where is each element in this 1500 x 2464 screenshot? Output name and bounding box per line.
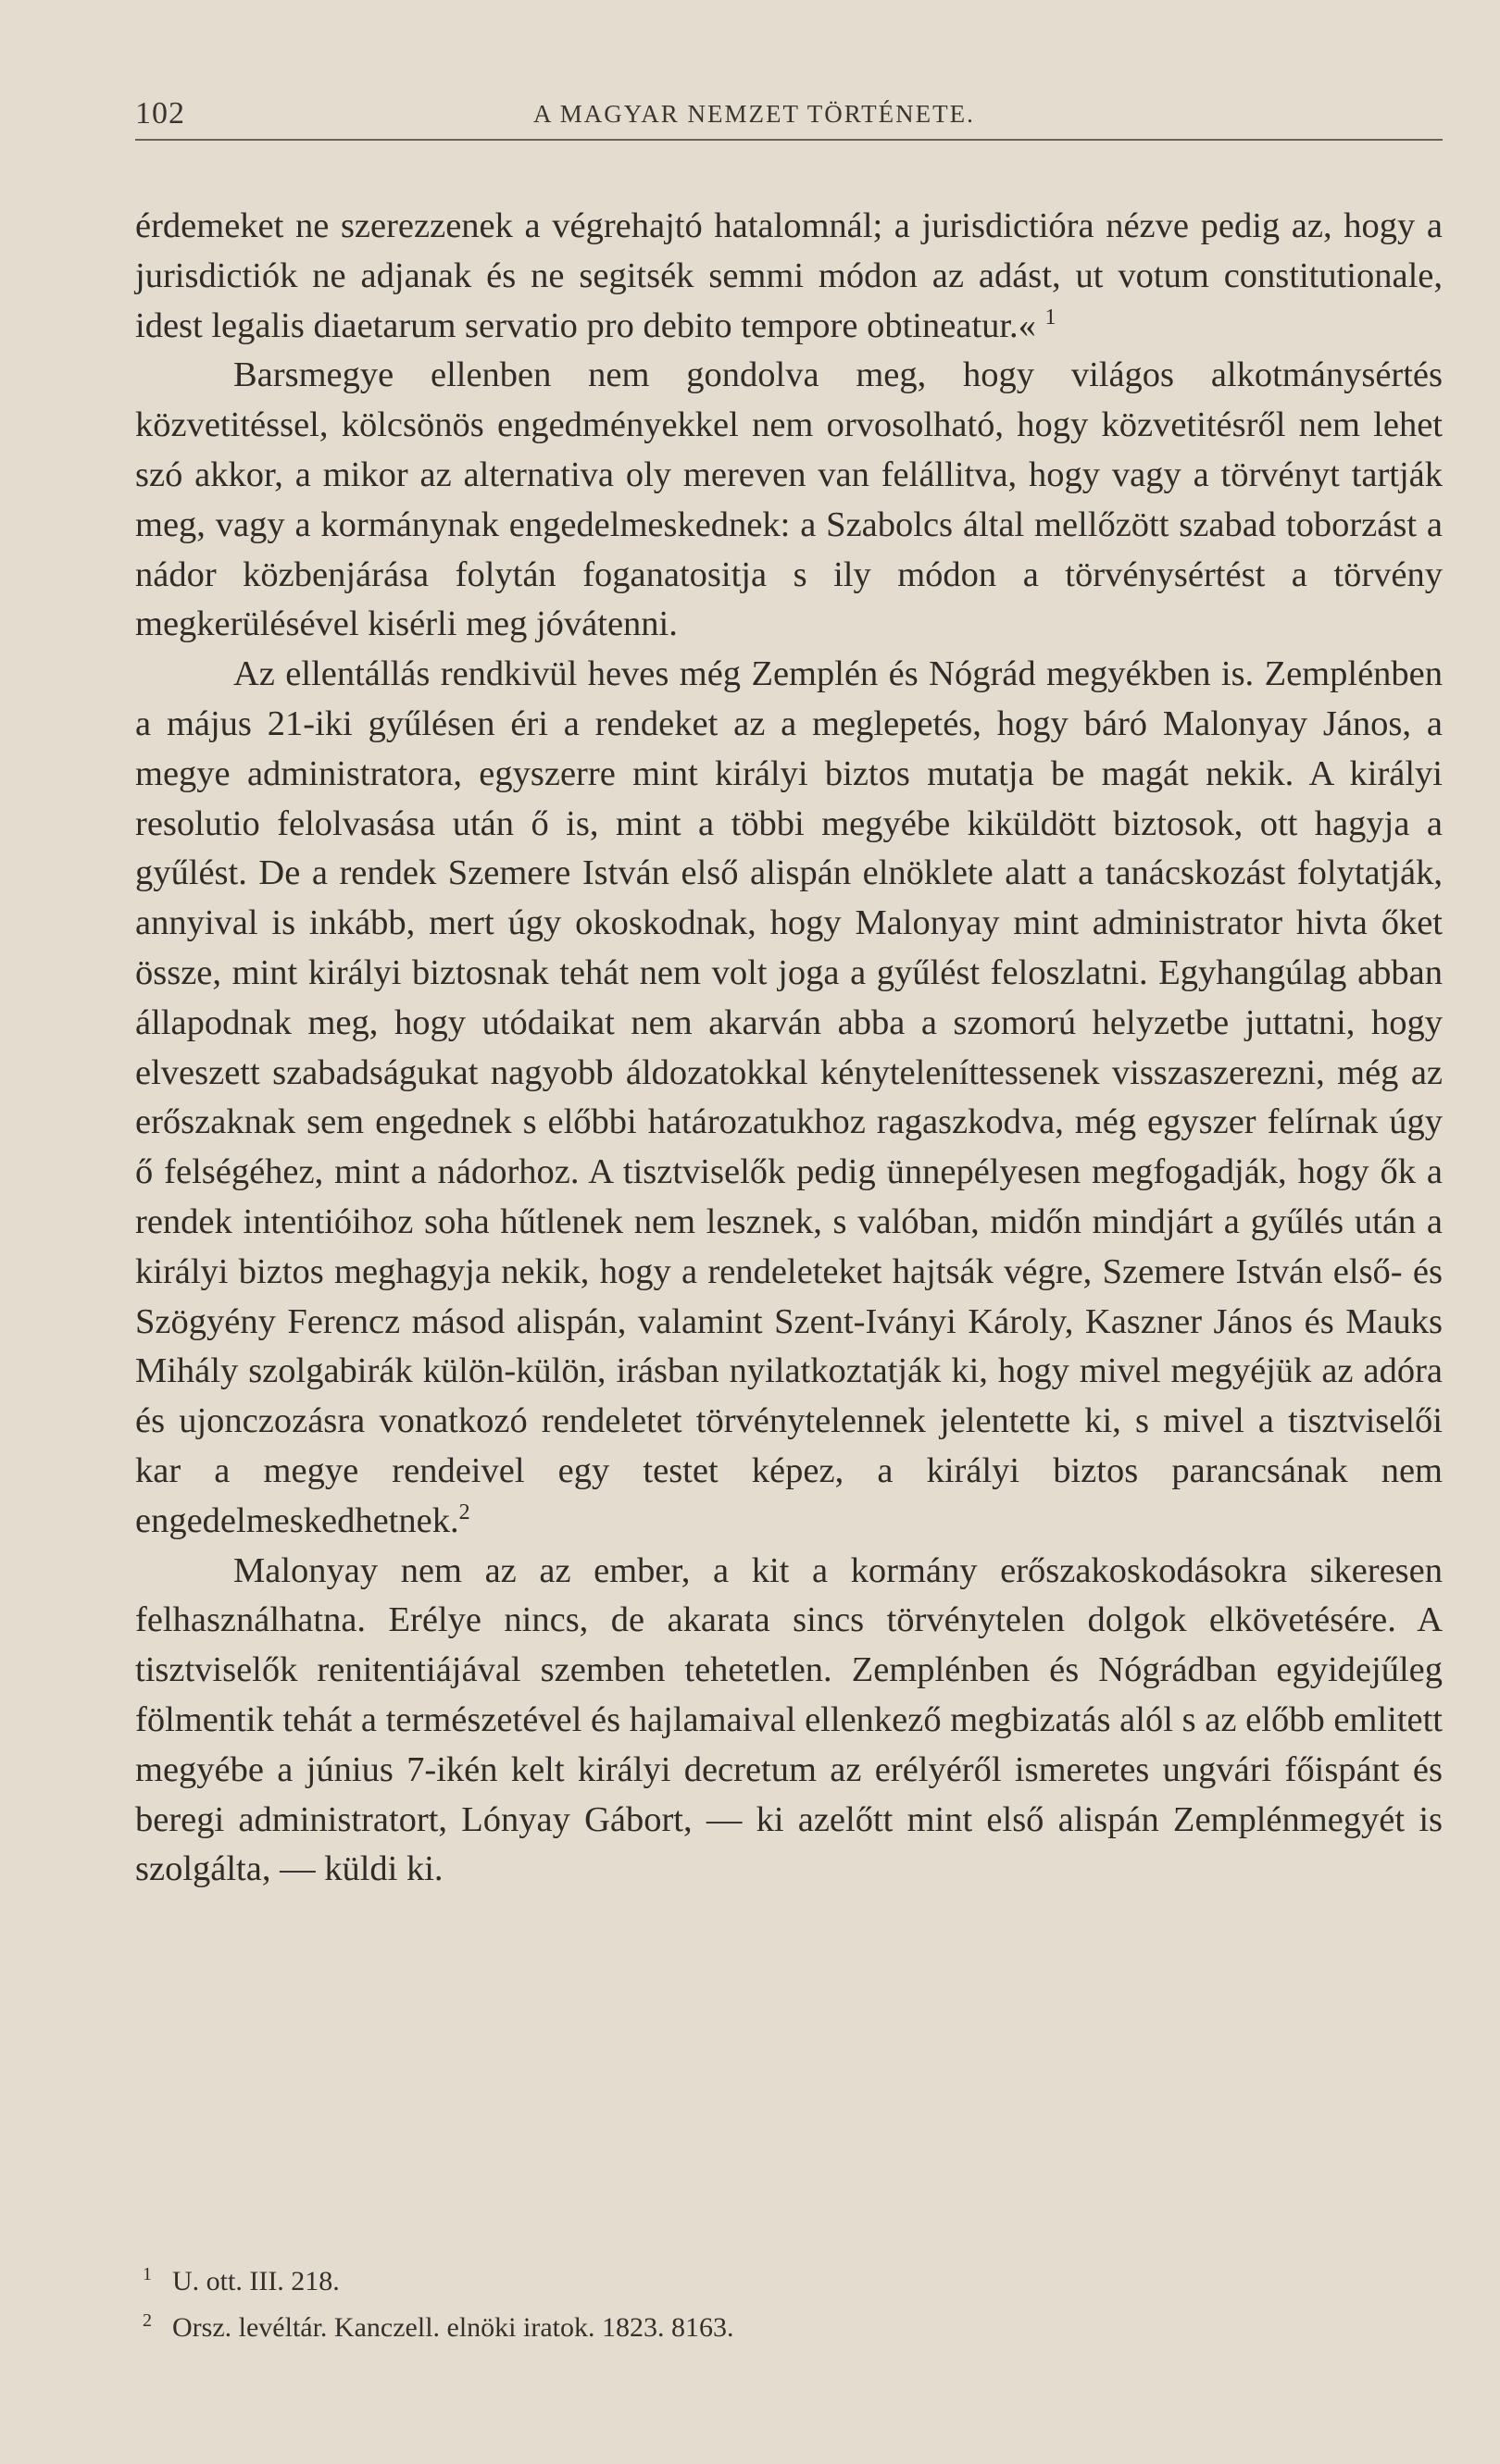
paragraph-text: Az ellentállás rendkivül heves még Zemplén és Nógrád megyékben is. Zemplénben a május 21-iki gyűlésen éri a rendeket az a meglepetés, hogy báró Malonyay János, a megye administratora, egyszerre mint királyi biztos mutatja be magát nekik. A királyi resolutio felolvasása után ő is, mint a többi megyébe kiküldött biztosok, ott hagyja a gyűlést. De a rendek Szemere István első alispán elnöklete alatt a tanácskozást folytatják, annyival is inkább, mert úgy okoskodnak, hogy Malonyay mint administrator hivta őket össze, mint királyi biztosnak tehát nem volt joga a gyűlést feloszlatni. Egyhangúlag abban állapodnak meg, hogy utódaikat nem akarván abba a szomorú helyzetbe juttatni, hogy elveszett szabadságukat nagyobb áldozatokkal kényteleníttessenek visszaszerezni, még az erőszaknak sem engednek s előbbi határozatukhoz ragaszkodva, még egyszer felírnak úgy ő felségéhez, mint a nádorhoz. A tisztviselők pedig ünnepélyesen megfogadják, hogy ők a rendek intentióihoz soha hűtlenek nem lesznek, s valóban, midőn mindjárt a gyűlés után a királyi biztos meghagyja nekik, hogy a rendeleteket hajtsák végre, Szemere István első- és Szögyény Ferencz másod alispán, valamint Szent-Iványi Károly, Kaszner János és Mauks Mihály szolgabirák külön-külön, irásban nyilatkoztatják ki, hogy mivel megyéjük az adóra és ujonczozásra vonatkozó rendeletet törvénytelennek jelentette ki, s mivel a tisztviselői kar a megye rendeivel egy testet képez, a királyi biztos parancsának nem engedelmeskedhetnek. xyxy=(135,654,1443,1540)
paragraph-4 xyxy=(135,1547,1443,1896)
footnote-1 xyxy=(135,2259,1443,2305)
body-text xyxy=(135,202,1443,1895)
footnote-mark: 1 xyxy=(143,2264,152,2284)
running-title: A MAGYAR NEMZET TÖRTÉNETE. xyxy=(533,100,975,128)
paragraph-3 xyxy=(135,650,1443,1546)
footnote-mark: 2 xyxy=(143,2310,152,2331)
footnote-text: U. ott. III. 218. xyxy=(172,2266,340,2296)
footnotes xyxy=(135,2259,1443,2351)
page-number: 102 xyxy=(135,96,185,131)
footnote-2 xyxy=(135,2305,1443,2351)
paragraph-1 xyxy=(135,202,1443,351)
paragraph-2 xyxy=(135,351,1443,650)
footnote-ref-2: 2 xyxy=(458,1500,470,1524)
paragraph-text: Barsmegye ellenben nem gondolva meg, hogy világos alkotmánysértés közvetitéssel, kölcsönös engedményekkel nem orvosolható, hogy közvetitésről nem lehet szó akkor, a mikor az alternativa oly mereven van felállitva, hogy vagy a törvényt tartják meg, vagy a kormánynak engedelmeskednek: a Szabolcs által mellőzött szabad toborzást a nádor közbenjárása folytán foganatositja s ily módon a törvénysértést a törvény megkerülésével kisérli meg jóvátenni. xyxy=(135,355,1443,644)
running-head xyxy=(135,93,1443,141)
footnote-ref-1: 1 xyxy=(1044,305,1056,330)
paragraph-text: érdemeket ne szerezzenek a végrehajtó hatalomnál; a jurisdictióra nézve pedig az, hogy a jurisdictiók ne adjanak és ne segitsék semmi módon az adást, ut votum constitutionale, idest legalis diaetarum servatio pro debito tempore obtineatur.« xyxy=(135,206,1443,345)
footnote-text: Orsz. levéltár. Kanczell. elnöki iratok. 1823. 8163. xyxy=(172,2312,734,2343)
paragraph-text: Malonyay nem az az ember, a kit a kormány erőszakoskodásokra sikeresen felhasználhatna. Erélye nincs, de akarata sincs törvénytelen dolgok elkövetésére. A tisztviselők renitentiájával szemben tehetetlen. Zemplénben és Nógrádban egyidejűleg fölmentik tehát a természetével és hajlamaival ellenkező megbizatás alól s az előbb emlitett megyébe a június 7-ikén kelt királyi decretum az erélyéről ismeretes ungvári főispánt és beregi administratort, Lónyay Gábort, — ki azelőtt mint első alispán Zemplénmegyét is szolgálta, — küldi ki. xyxy=(135,1550,1443,1889)
